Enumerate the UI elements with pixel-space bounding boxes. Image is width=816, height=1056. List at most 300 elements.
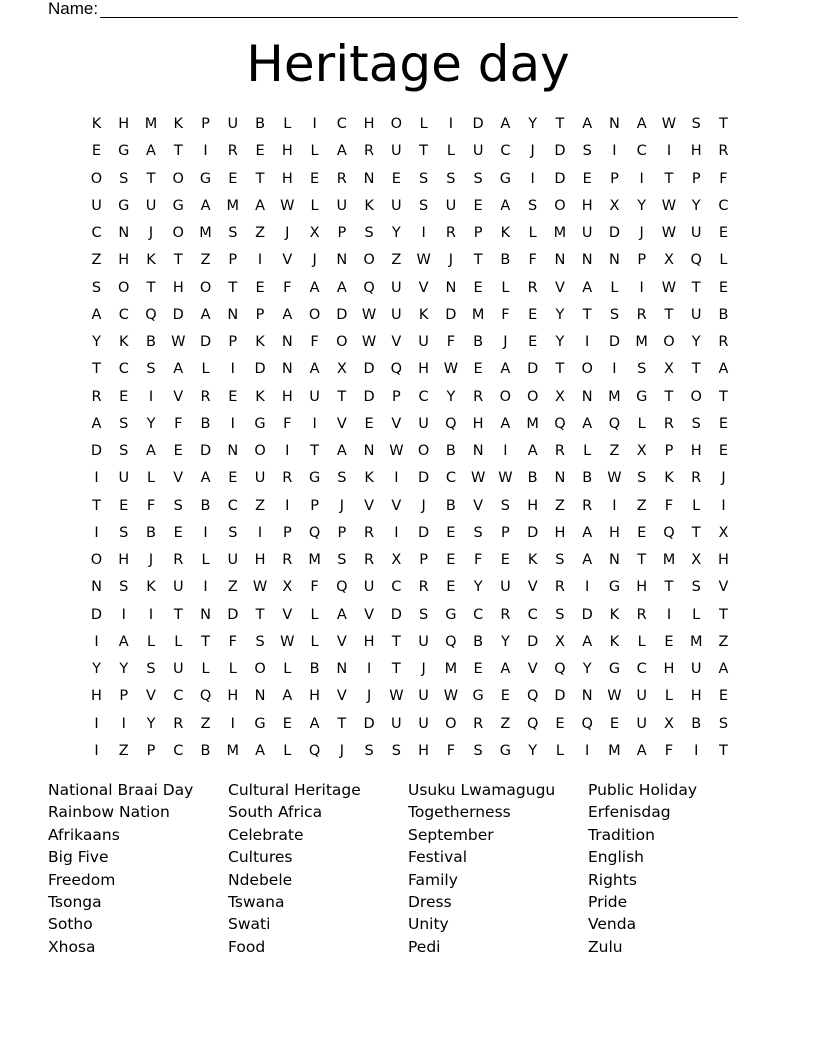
word-column: [228, 779, 408, 958]
grid-letter: Y: [119, 661, 129, 677]
grid-letter: U: [172, 661, 184, 677]
word-list-item: Dress: [408, 893, 452, 912]
grid-letter: C: [118, 306, 129, 323]
grid-letter: A: [582, 524, 593, 541]
grid-letter: U: [145, 197, 157, 214]
grid-letter: I: [230, 415, 235, 432]
grid-letter: H: [690, 443, 702, 459]
grid-letter: N: [445, 279, 457, 296]
grid-letter: U: [254, 470, 266, 487]
grid-letter: C: [636, 143, 647, 160]
grid-letter: Z: [227, 579, 238, 596]
grid-letter: A: [336, 443, 347, 459]
grid-letter: S: [119, 524, 129, 541]
grid-letter: T: [173, 143, 183, 160]
grid-letter: K: [91, 116, 102, 132]
grid-letter: L: [664, 688, 673, 705]
grid-letter: I: [639, 170, 644, 187]
grid-letter: D: [472, 116, 484, 132]
grid-letter: H: [554, 524, 566, 541]
grid-letter: T: [255, 606, 265, 623]
grid-letter: K: [146, 579, 156, 596]
grid-letter: Y: [473, 579, 483, 596]
grid-letter: R: [282, 470, 293, 487]
grid-letter: U: [472, 143, 484, 160]
grid-letter: U: [91, 197, 102, 214]
grid-letter: E: [228, 388, 238, 405]
grid-letter: G: [118, 197, 130, 214]
grid-letter: I: [530, 170, 535, 187]
grid-letter: D: [554, 143, 566, 160]
grid-letter: O: [172, 225, 184, 241]
word-list-item: Zulu: [588, 937, 623, 956]
grid-letter: G: [118, 143, 130, 160]
grid-letter: G: [199, 170, 212, 187]
grid-letter: S: [364, 742, 374, 759]
grid-letter: Y: [92, 334, 101, 350]
grid-row: [83, 193, 743, 220]
grid-letter: J: [312, 252, 317, 269]
grid-letter: P: [146, 742, 156, 759]
word-list-item: Public Holiday: [588, 781, 698, 799]
grid-letter: X: [282, 579, 293, 596]
grid-letter: I: [721, 497, 726, 514]
grid-letter: H: [227, 688, 239, 705]
grid-letter: D: [227, 606, 239, 623]
grid-letter: U: [309, 388, 320, 405]
grid-letter: S: [228, 225, 238, 241]
grid-letter: Q: [445, 415, 457, 432]
grid-letter: L: [528, 225, 537, 241]
grid-letter: V: [718, 579, 729, 596]
grid-letter: A: [282, 306, 293, 323]
grid-letter: I: [612, 497, 617, 514]
grid-letter: L: [310, 197, 319, 214]
grid-letter: T: [173, 606, 183, 623]
grid-letter: W: [443, 688, 459, 705]
grid-letter: I: [203, 524, 208, 541]
grid-letter: Q: [199, 688, 212, 705]
grid-letter: C: [718, 197, 729, 214]
grid-letter: A: [582, 415, 593, 432]
word-list-item: Rainbow Nation: [48, 803, 170, 822]
grid-letter: A: [718, 661, 729, 677]
grid-letter: M: [553, 225, 567, 241]
grid-letter: V: [391, 497, 402, 514]
grid-letter: E: [446, 552, 456, 568]
grid-letter: B: [146, 334, 156, 350]
grid-letter: C: [173, 688, 184, 705]
grid-letter: O: [581, 361, 593, 378]
grid-letter: N: [227, 443, 239, 459]
grid-letter: X: [554, 388, 565, 405]
grid-letter: V: [364, 497, 375, 514]
grid-letter: X: [663, 361, 674, 378]
grid-letter: V: [282, 606, 293, 623]
grid-letter: I: [612, 361, 617, 378]
grid-letter: H: [718, 552, 729, 568]
grid-letter: T: [391, 633, 401, 650]
grid-letter: T: [92, 497, 101, 514]
grid-letter: A: [282, 688, 293, 705]
grid-letter: H: [363, 633, 375, 650]
grid-letter: T: [719, 606, 728, 623]
grid-letter: C: [173, 742, 184, 759]
name-underline: [100, 2, 738, 18]
grid-letter: N: [91, 579, 102, 596]
grid-letter: V: [364, 606, 375, 623]
grid-letter: R: [364, 143, 375, 160]
grid-letter: S: [255, 633, 265, 650]
grid-letter: W: [607, 688, 622, 705]
grid-letter: X: [691, 552, 702, 568]
grid-letter: Z: [554, 497, 565, 514]
grid-letter: U: [391, 306, 402, 323]
grid-letter: P: [255, 306, 265, 323]
grid-letter: Q: [308, 742, 321, 759]
grid-letter: R: [418, 579, 429, 596]
grid-letter: J: [639, 225, 644, 241]
grid-letter: S: [91, 279, 102, 296]
grid-letter: E: [228, 170, 238, 187]
grid-letter: E: [718, 279, 729, 296]
grid-letter: S: [609, 306, 620, 323]
grid-letter: C: [527, 606, 538, 623]
grid-letter: Q: [445, 633, 457, 650]
grid-letter: S: [419, 197, 429, 214]
grid-letter: B: [200, 497, 211, 514]
grid-letter: O: [554, 197, 566, 214]
grid-letter: Q: [663, 524, 675, 541]
word-list-item: Family: [408, 870, 458, 889]
grid-letter: D: [199, 443, 212, 459]
grid-letter: D: [418, 470, 430, 487]
grid-letter: Q: [336, 579, 348, 596]
grid-letter: O: [445, 715, 457, 732]
grid-letter: W: [661, 225, 677, 241]
grid-letter: W: [389, 688, 404, 705]
word-list-item: Xhosa: [48, 937, 96, 956]
grid-letter: E: [91, 143, 102, 160]
grid-letter: Q: [526, 715, 539, 732]
grid-letter: I: [203, 143, 208, 160]
grid-letter: F: [310, 579, 319, 596]
grid-letter: N: [554, 470, 566, 487]
grid-letter: S: [364, 225, 374, 241]
grid-letter: M: [635, 334, 648, 350]
grid-letter: P: [637, 252, 647, 269]
grid-letter: N: [609, 552, 620, 568]
grid-letter: E: [637, 524, 647, 541]
grid-letter: R: [173, 552, 184, 568]
grid-letter: Z: [91, 252, 102, 269]
grid-letter: S: [119, 170, 129, 187]
grid-letter: X: [336, 361, 347, 378]
grid-letter: H: [281, 388, 293, 405]
grid-letter: A: [146, 443, 156, 459]
grid-letter: I: [121, 715, 126, 732]
grid-letter: T: [555, 361, 565, 378]
grid-letter: A: [336, 279, 347, 296]
grid-letter: K: [664, 470, 674, 487]
grid-letter: Y: [446, 388, 456, 405]
grid-letter: U: [391, 715, 402, 732]
grid-letter: D: [390, 606, 402, 623]
grid-letter: H: [309, 688, 321, 705]
grid-letter: A: [255, 742, 265, 759]
grid-letter: T: [664, 306, 674, 323]
grid-row: [83, 547, 743, 574]
grid-letter: E: [582, 170, 592, 187]
word-list-item: Pride: [588, 893, 628, 912]
grid-letter: Z: [200, 715, 211, 732]
grid-letter: X: [554, 633, 565, 650]
grid-letter: J: [339, 742, 344, 759]
grid-letter: N: [200, 606, 211, 623]
grid-letter: V: [473, 497, 484, 514]
grid-letter: I: [585, 334, 590, 350]
grid-letter: Q: [581, 715, 593, 732]
grid-letter: F: [146, 497, 156, 514]
grid-letter: K: [500, 225, 511, 241]
grid-letter: G: [499, 742, 512, 759]
grid-row: [83, 329, 743, 356]
grid-letter: R: [364, 552, 375, 568]
grid-letter: I: [448, 116, 454, 132]
grid-letter: O: [254, 661, 266, 677]
grid-letter: Q: [145, 306, 157, 323]
grid-letter: K: [146, 252, 156, 269]
grid-letter: U: [418, 715, 429, 732]
grid-letter: T: [228, 279, 238, 296]
grid-letter: J: [421, 661, 426, 677]
grid-letter: E: [473, 361, 483, 378]
word-list-item: South Africa: [228, 803, 323, 822]
grid-letter: L: [146, 633, 156, 650]
grid-letter: J: [148, 225, 154, 241]
grid-letter: R: [636, 306, 647, 323]
grid-letter: V: [173, 388, 184, 405]
grid-letter: G: [608, 661, 621, 677]
grid-letter: T: [173, 252, 183, 269]
grid-letter: L: [310, 633, 319, 650]
grid-letter: C: [227, 497, 238, 514]
grid-letter: H: [581, 197, 593, 214]
grid-letter: L: [310, 606, 319, 623]
grid-letter: B: [473, 633, 484, 650]
grid-letter: T: [691, 279, 701, 296]
grid-row: [83, 302, 743, 329]
grid-letter: A: [91, 415, 102, 432]
grid-letter: H: [636, 579, 648, 596]
grid-letter: C: [636, 661, 647, 677]
grid-letter: O: [118, 279, 130, 296]
grid-letter: E: [173, 443, 183, 459]
grid-letter: I: [585, 742, 590, 759]
grid-letter: O: [499, 388, 512, 405]
grid-letter: R: [445, 225, 456, 241]
grid-letter: I: [230, 361, 235, 378]
grid-letter: G: [254, 715, 266, 732]
grid-letter: R: [500, 606, 511, 623]
grid-letter: O: [417, 443, 430, 459]
grid-letter: L: [719, 252, 728, 269]
grid-row: [83, 683, 743, 710]
grid-letter: S: [473, 742, 483, 759]
grid-letter: B: [718, 306, 729, 323]
grid-letter: D: [363, 715, 375, 732]
grid-letter: R: [173, 715, 184, 732]
grid-letter: X: [609, 197, 620, 214]
grid-letter: B: [691, 715, 702, 732]
grid-letter: W: [280, 633, 295, 650]
grid-letter: H: [172, 279, 184, 296]
grid-letter: V: [146, 688, 156, 705]
grid-letter: U: [227, 552, 239, 568]
grid-row: [83, 411, 743, 438]
grid-letter: G: [472, 688, 484, 705]
grid-letter: J: [148, 552, 154, 568]
grid-letter: U: [118, 470, 130, 487]
grid-letter: A: [173, 361, 184, 378]
grid-letter: O: [172, 170, 184, 187]
grid-letter: L: [174, 633, 183, 650]
grid-letter: A: [336, 606, 347, 623]
grid-letter: Z: [118, 742, 129, 759]
grid-letter: I: [312, 415, 317, 432]
grid-letter: T: [719, 742, 728, 759]
grid-letter: T: [391, 661, 401, 677]
grid-row: [83, 111, 743, 138]
grid-letter: P: [201, 116, 210, 132]
grid-letter: X: [718, 524, 729, 541]
grid-letter: K: [609, 633, 620, 650]
grid-letter: L: [283, 742, 292, 759]
grid-letter: X: [663, 715, 674, 732]
grid-letter: M: [608, 388, 621, 405]
grid-letter: X: [391, 552, 402, 568]
grid-letter: R: [200, 388, 211, 405]
grid-letter: P: [119, 688, 129, 705]
grid-letter: A: [582, 116, 593, 132]
grid-letter: I: [148, 606, 154, 623]
grid-letter: U: [690, 661, 702, 677]
grid-letter: S: [119, 579, 129, 596]
grid-letter: W: [607, 470, 622, 487]
grid-letter: B: [527, 470, 538, 487]
grid-letter: X: [636, 443, 647, 459]
grid-letter: U: [391, 143, 402, 160]
grid-letter: I: [312, 116, 317, 132]
grid-letter: D: [581, 606, 593, 623]
grid-letter: K: [418, 306, 429, 323]
grid-letter: S: [419, 606, 429, 623]
grid-letter: I: [285, 497, 290, 514]
grid-letter: L: [555, 742, 564, 759]
grid-letter: D: [527, 633, 539, 650]
grid-letter: E: [309, 170, 320, 187]
grid-letter: G: [499, 170, 512, 187]
grid-letter: B: [255, 116, 266, 132]
grid-letter: L: [637, 415, 646, 432]
grid-letter: R: [718, 334, 729, 350]
grid-letter: L: [283, 661, 292, 677]
grid-letter: D: [608, 225, 621, 241]
grid-letter: L: [146, 470, 156, 487]
grid-letter: I: [94, 524, 99, 541]
grid-letter: C: [118, 361, 129, 378]
grid-row: [83, 520, 743, 547]
grid-letter: T: [664, 579, 674, 596]
grid-letter: O: [336, 334, 348, 350]
grid-letter: K: [118, 334, 129, 350]
grid-letter: M: [662, 552, 676, 568]
grid-letter: Q: [554, 661, 566, 677]
grid-letter: O: [308, 306, 321, 323]
grid-letter: R: [554, 443, 565, 459]
grid-letter: E: [255, 279, 265, 296]
grid-letter: R: [663, 415, 674, 432]
grid-row: [83, 711, 743, 738]
grid-letter: L: [228, 661, 237, 677]
grid-row: [83, 465, 743, 492]
grid-letter: Q: [608, 415, 621, 432]
grid-letter: H: [91, 688, 102, 705]
grid-letter: J: [285, 225, 290, 241]
grid-letter: E: [718, 225, 729, 241]
grid-letter: A: [500, 361, 511, 378]
grid-letter: J: [339, 497, 344, 514]
grid-letter: C: [500, 143, 511, 160]
grid-letter: H: [418, 742, 430, 759]
grid-letter: M: [689, 633, 703, 650]
grid-letter: S: [691, 415, 701, 432]
word-column: [588, 779, 768, 958]
grid-letter: E: [255, 143, 265, 160]
grid-letter: V: [336, 688, 347, 705]
grid-letter: L: [583, 443, 592, 459]
grid-letter: M: [226, 742, 240, 759]
grid-letter: B: [445, 497, 456, 514]
grid-letter: Q: [526, 688, 539, 705]
grid-letter: N: [554, 252, 566, 269]
word-list-item: Festival: [408, 848, 468, 867]
grid-letter: J: [366, 688, 372, 705]
grid-letter: U: [636, 715, 647, 732]
grid-letter: O: [690, 388, 702, 405]
grid-letter: A: [582, 279, 593, 296]
grid-letter: S: [473, 170, 483, 187]
grid-letter: Z: [391, 252, 402, 269]
grid-letter: W: [361, 334, 377, 350]
grid-letter: P: [691, 170, 701, 187]
grid-letter: E: [473, 661, 483, 677]
grid-letter: S: [691, 116, 701, 132]
grid-letter: E: [282, 715, 292, 732]
grid-letter: I: [94, 715, 99, 732]
grid-letter: L: [692, 497, 701, 514]
word-list-item: Celebrate: [228, 825, 304, 844]
grid-letter: C: [91, 225, 102, 241]
grid-letter: S: [119, 415, 129, 432]
grid-letter: R: [691, 470, 702, 487]
grid-letter: T: [255, 170, 265, 187]
grid-letter: A: [500, 661, 511, 677]
grid-letter: C: [336, 116, 347, 132]
grid-letter: S: [691, 579, 701, 596]
grid-letter: P: [310, 497, 319, 514]
grid-letter: I: [257, 524, 263, 541]
